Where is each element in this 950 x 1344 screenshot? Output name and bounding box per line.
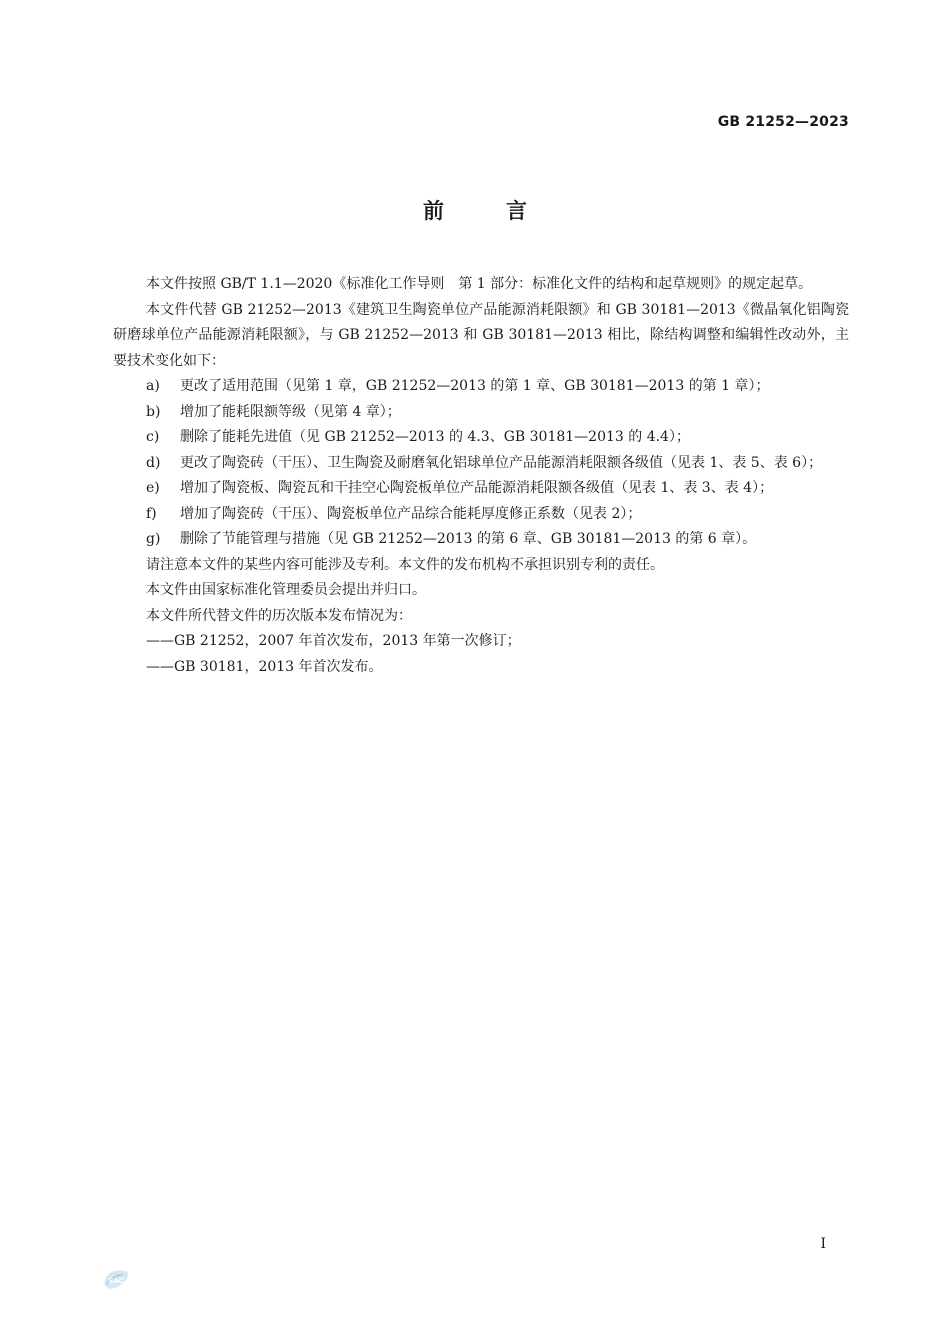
page-title: 前言 — [423, 199, 589, 223]
page-number: I — [820, 1236, 826, 1252]
history-list — [113, 629, 849, 680]
list-item-text: 增加了陶瓷板、陶瓷瓦和干挂空心陶瓷板单位产品能源消耗限额各级值（见表 1、表 3、表 4）； — [180, 480, 774, 496]
paragraph-drafting-rules: 本文件按照 GB/T 1.1—2020《标准化工作导则 第 1 部分：标准化文件的结构和起草规则》的规定起草。 — [146, 276, 813, 292]
list-item — [113, 476, 849, 502]
list-item — [113, 451, 849, 477]
list-marker: c) — [146, 429, 160, 445]
history-item: ——GB 30181，2013 年首次发布。 — [146, 658, 383, 675]
list-marker: a) — [146, 378, 160, 394]
standard-number: GB 21252—2023 — [717, 114, 849, 130]
list-item — [113, 425, 849, 451]
list-item-text: 删除了节能管理与措施（见 GB 21252—2013 的第 6 章、GB 30181—2013 的第 6 章）。 — [180, 531, 757, 547]
list-marker: f) — [146, 505, 157, 522]
list-item-text: 增加了陶瓷砖（干压）、陶瓷板单位产品综合能耗厚度修正系数（见表 2）； — [180, 505, 642, 522]
list-item-text: 更改了陶瓷砖（干压）、卫生陶瓷及耐磨氧化铝球单位产品能源消耗限额各级值（见表 1、表 5、表 6）； — [180, 454, 823, 471]
list-item-text: 更改了适用范围（见第 1 章，GB 21252—2013 的第 1 章、GB 30181—2013 的第 1 章）； — [180, 378, 770, 394]
paragraph-patent-notice: 请注意本文件的某些内容可能涉及专利。本文件的发布机构不承担识别专利的责任。 — [146, 556, 664, 573]
list-item — [113, 374, 849, 400]
list-item-text: 增加了能耗限额等级（见第 4 章）； — [180, 403, 401, 420]
sac-logo-text: SAC — [108, 1277, 124, 1285]
list-item — [113, 400, 849, 426]
list-marker: g) — [146, 531, 161, 547]
document-body — [113, 272, 849, 680]
list-item — [113, 502, 849, 528]
history-item: ——GB 21252，2007 年首次发布，2013 年第一次修订； — [146, 633, 521, 649]
list-marker: b) — [146, 403, 161, 420]
changes-list — [113, 374, 849, 553]
paragraph-replacement: 本文件代替 GB 21252—2013《建筑卫生陶瓷单位产品能源消耗限额》和 GB 30181—2013《微晶氧化铝陶瓷研磨球单位产品能源消耗限额》，与 GB 21252—2013 和 GB 30181—2013 相比，除结构调整和编辑性改动外，主要技术变化如下： — [113, 301, 849, 369]
list-item-text: 删除了能耗先进值（见 GB 21252—2013 的 4.3、GB 30181—2013 的 4.4）； — [180, 429, 690, 445]
list-marker: d) — [146, 454, 161, 471]
paragraph-history-intro: 本文件所代替文件的历次版本发布情况为： — [146, 607, 412, 624]
list-marker: e) — [146, 480, 160, 496]
sac-logo-icon — [101, 1268, 131, 1292]
list-item — [113, 527, 849, 553]
paragraph-proposer: 本文件由国家标准化管理委员会提出并归口。 — [146, 582, 426, 598]
